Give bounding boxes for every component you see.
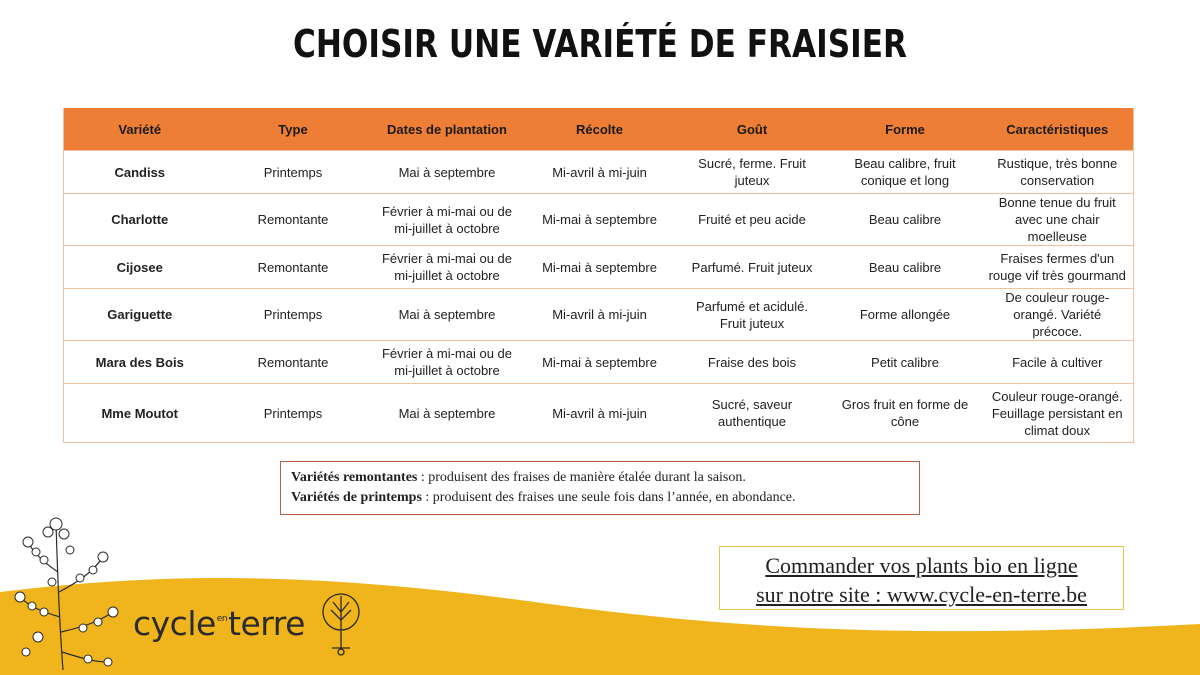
cell-variety: Mara des Bois [64, 341, 216, 384]
cell-variety: Cijosee [64, 246, 216, 289]
cell-shape: Beau calibre, fruit conique et long [829, 151, 982, 194]
cell-harvest: Mi-mai à septembre [524, 246, 676, 289]
cell-characteristics: Rustique, très bonne conservation [982, 151, 1134, 194]
header-dates-plantation: Dates de plantation [371, 108, 524, 151]
cell-shape: Beau calibre [829, 194, 982, 246]
cell-taste: Parfumé et acidulé. Fruit juteux [676, 289, 829, 341]
cell-shape: Forme allongée [829, 289, 982, 341]
cell-type: Printemps [216, 384, 371, 443]
order-link-line1[interactable]: Commander vos plants bio en ligne [765, 553, 1078, 578]
cell-taste: Fraise des bois [676, 341, 829, 384]
cell-characteristics: Fraises fermes d'un rouge vif très gourmand [982, 246, 1134, 289]
header-variete: Variété [64, 108, 216, 151]
header-recolte: Récolte [524, 108, 676, 151]
cell-variety: Gariguette [64, 289, 216, 341]
cell-taste: Fruité et peu acide [676, 194, 829, 246]
cell-planting-dates: Mai à septembre [371, 289, 524, 341]
cycle-en-terre-logo [133, 604, 305, 643]
cell-planting-dates: Mai à septembre [371, 151, 524, 194]
cell-type: Remontante [216, 246, 371, 289]
cell-harvest: Mi-avril à mi-juin [524, 384, 676, 443]
tree-logo-icon [318, 590, 364, 658]
logo-text-terre: terre [228, 604, 305, 643]
cell-characteristics: Bonne tenue du fruit avec une chair moelleuse [982, 194, 1134, 246]
legend-text-remontantes: : produisent des fraises de manière étalée durant la saison. [417, 470, 746, 485]
cell-type: Printemps [216, 289, 371, 341]
logo-text-en: en [216, 614, 228, 624]
cell-type: Printemps [216, 151, 371, 194]
order-online-link-box[interactable] [719, 546, 1124, 610]
cell-planting-dates: Février à mi-mai ou de mi-juillet à octobre [371, 341, 524, 384]
header-type: Type [216, 108, 371, 151]
legend-label-printemps: Variétés de printemps [291, 490, 422, 505]
legend-label-remontantes: Variétés remontantes [291, 470, 418, 485]
cell-variety: Candiss [64, 151, 216, 194]
logo-text-cycle: cycle [133, 604, 216, 643]
cell-variety: Charlotte [64, 194, 216, 246]
cell-characteristics: De couleur rouge-orangé. Variété précoce. [982, 289, 1134, 341]
cell-harvest: Mi-mai à septembre [524, 194, 676, 246]
cell-taste: Sucré, saveur authentique [676, 384, 829, 443]
page-title: CHOISIR UNE VARIÉTÉ DE FRAISIER [292, 22, 908, 66]
cell-planting-dates: Février à mi-mai ou de mi-juillet à octobre [371, 194, 524, 246]
cell-harvest: Mi-mai à septembre [524, 341, 676, 384]
header-forme: Forme [829, 108, 982, 151]
cell-shape: Gros fruit en forme de cône [829, 384, 982, 443]
header-caracteristiques: Caractéristiques [982, 108, 1134, 151]
cell-planting-dates: Février à mi-mai ou de mi-juillet à octobre [371, 246, 524, 289]
legend-text-printemps: : produisent des fraises une seule fois dans l’année, en abondance. [421, 490, 796, 505]
cell-characteristics: Facile à cultiver [982, 341, 1134, 384]
plant-illustration-icon [8, 512, 128, 672]
order-link-line2[interactable]: sur notre site : www.cycle-en-terre.be [756, 582, 1087, 607]
cell-taste: Sucré, ferme. Fruit juteux [676, 151, 829, 194]
cell-type: Remontante [216, 341, 371, 384]
cell-planting-dates: Mai à septembre [371, 384, 524, 443]
cell-shape: Petit calibre [829, 341, 982, 384]
cell-harvest: Mi-avril à mi-juin [524, 289, 676, 341]
cell-variety: Mme Moutot [64, 384, 216, 443]
cell-characteristics: Couleur rouge-orangé. Feuillage persistant en climat doux [982, 384, 1134, 443]
cell-shape: Beau calibre [829, 246, 982, 289]
cell-harvest: Mi-avril à mi-juin [524, 151, 676, 194]
cell-taste: Parfumé. Fruit juteux [676, 246, 829, 289]
cell-type: Remontante [216, 194, 371, 246]
header-gout: Goût [676, 108, 829, 151]
